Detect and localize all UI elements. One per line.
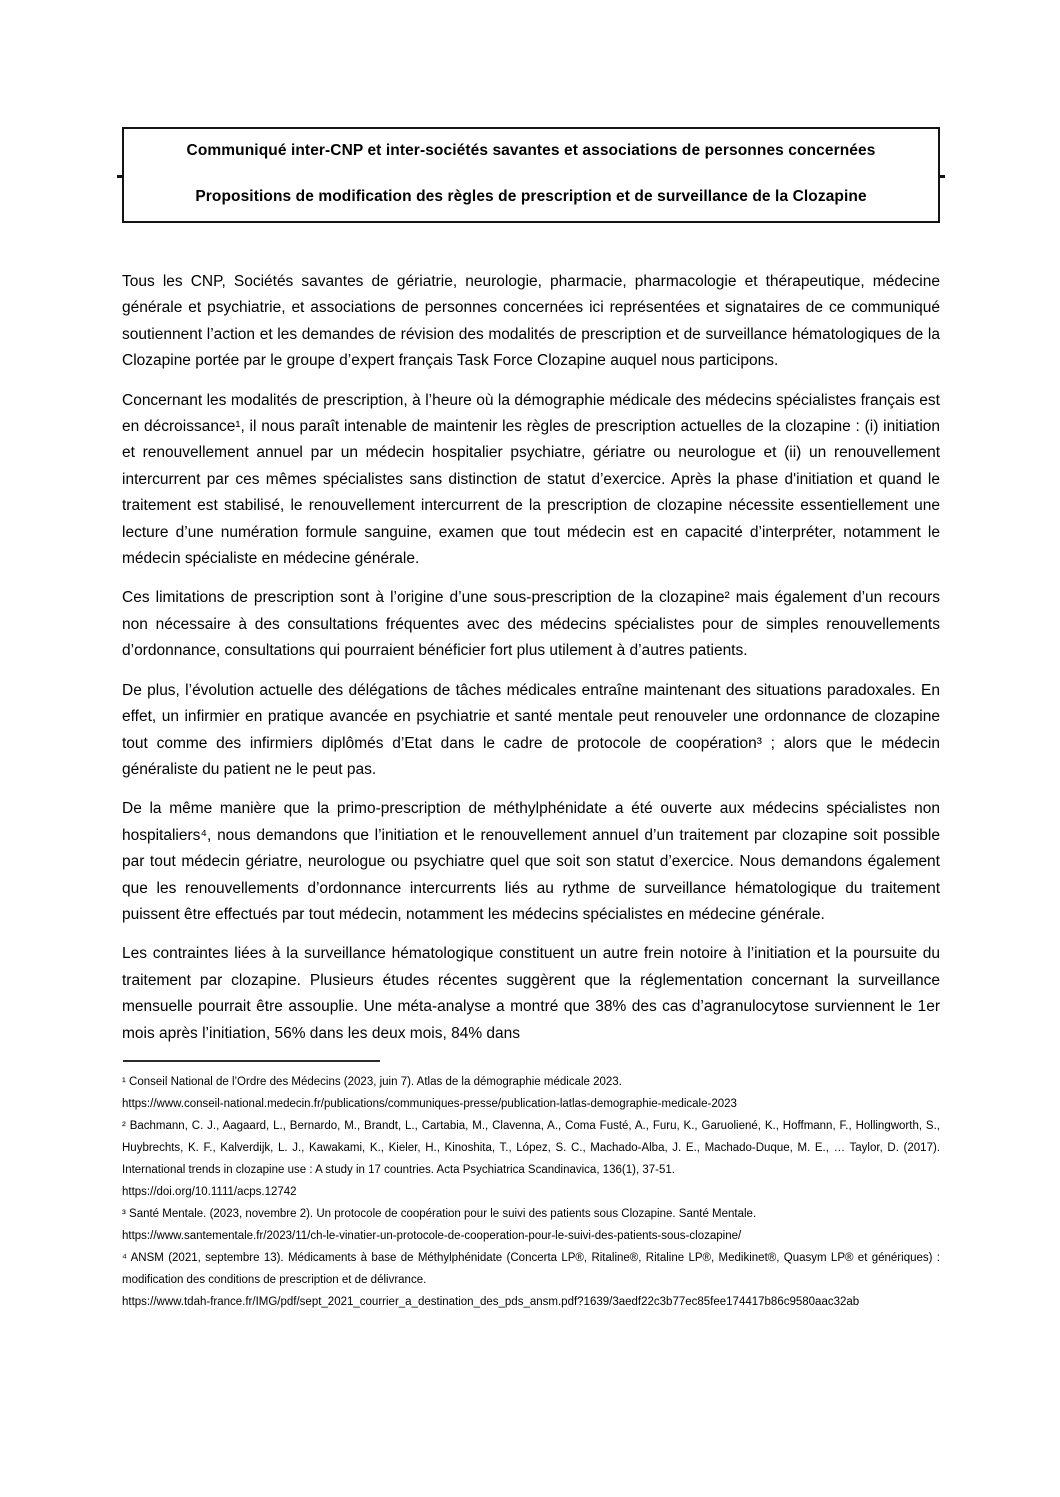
footnote-text: ² Bachmann, C. J., Aagaard, L., Bernardo, M., Brandt, L., Cartabia, M., Clavenna, A., Coma Fusté, A., Furu, K., Garuoliené, K., Hoffmann, F., Hollingworth, S., Huybrechts, K. F., Kalverdijk, L. J., Kawakami, K., Kieler, H., Kinoshita, T., López, S. C., Machado-Alba, J. E., Machado-Duque, M. E., … Taylor, D. (2017). International trends in clozapine use : A study in 17 countries. Acta Psychiatrica Scandinavica, 136(1), 37-51. (122, 1119, 940, 1176)
footnote-url[interactable]: https://www.conseil-national.medecin.fr/publications/communiques-presse/publication-latlas-demographie-medicale-2023 (122, 1097, 737, 1110)
body-paragraph-4: De plus, l’évolution actuelle des délégations de tâches médicales entraîne maintenant des situations paradoxales. En effet, un infirmier en pratique avancée en psychiatrie et santé mentale peut renouveler une ordonnance de clozapine tout comme des infirmiers diplômés d’Etat dans le cadre de protocole de coopération³ ; alors que le médecin généraliste du patient ne le peut pas. (122, 681, 940, 778)
footnote-url[interactable]: https://www.tdah-france.fr/IMG/pdf/sept_2021_courrier_a_destination_des_pds_ansm.pdf?1639/3aedf22c3b77ec85fee174417b86c9580aac32ab (122, 1295, 860, 1308)
footnote-item-4 (122, 1247, 940, 1313)
footnote-separator (123, 1060, 380, 1062)
footnote-url[interactable]: https://doi.org/10.1111/acps.12742 (122, 1185, 297, 1198)
body-paragraph-1: Tous les CNP, Sociétés savantes de gériatrie, neurologie, pharmacie, pharmacologie et thérapeutique, médecine générale et psychiatrie, et associations de personnes concernées ici représentées et signataires de ce communiqué soutiennent l’action et les demandes de révision des modalités de prescription et de surveillance hématologiques de la Clozapine portée par le groupe d’expert français Task Force Clozapine auquel nous participons. (122, 273, 940, 370)
footnote-item-1 (122, 1071, 940, 1115)
footnote-url[interactable]: https://www.santementale.fr/2023/11/ch-le-vinatier-un-protocole-de-cooperation-pour-le-suivi-des-patients-sous-clozapine/ (122, 1229, 742, 1242)
title-box (122, 127, 940, 223)
document-title-line-2: Propositions de modification des règles de prescription et de surveillance de la Clozapine (195, 188, 867, 205)
body-paragraph-3: Ces limitations de prescription sont à l’origine d’une sous-prescription de la clozapine² mais également d’un recours non nécessaire à des consultations fréquentes avec des médecins spécialistes pour de simples renouvellements d’ordonnance, consultations qui pourraient bénéficier fort plus utilement à d’autres patients. (122, 589, 940, 660)
body-paragraph-6: Les contraintes liées à la surveillance hématologique constituent un autre frein notoire à l’initiation et la poursuite du traitement par clozapine. Plusieurs études récentes suggèrent que la réglementation concernant la surveillance mensuelle pourrait être assouplie. Une méta-analyse a montré que 38% des cas d’agranulocytose surviennent le 1er mois après l’initiation, 56% dans les deux mois, 84% dans (122, 945, 940, 1042)
footnote-text: ³ Santé Mentale. (2023, novembre 2). Un protocole de coopération pour le suivi des patients sous Clozapine. Santé Mentale. (122, 1207, 757, 1220)
footnote-item-3 (122, 1203, 940, 1247)
document-title-line-1: Communiqué inter-CNP et inter-sociétés savantes et associations de personnes concernées (186, 142, 876, 159)
body-paragraph-2: Concernant les modalités de prescription, à l’heure où la démographie médicale des médecins spécialistes français est en décroissance¹, il nous paraît intenable de maintenir les règles de prescription actuelles de la clozapine : (i) initiation et renouvellement annuel par un médecin hospitalier psychiatre, gériatre ou neurologue et (ii) un renouvellement intercurrent par ces mêmes spécialistes sans distinction de statut d’exercice. Après la phase d'initiation et quand le traitement est stabilisé, le renouvellement intercurrent de la prescription de clozapine nécessite essentiellement une lecture d’une numération formule sanguine, examen que tout médecin est en capacité d’interpréter, notamment le médecin spécialiste en médecine générale. (122, 391, 940, 568)
body-paragraph-5: De la même manière que la primo-prescription de méthylphénidate a été ouverte aux médecins spécialistes non hospitaliers⁴, nous demandons que l’initiation et le renouvellement annuel d’un traitement par clozapine soit possible par tout médecin gériatre, neurologue ou psychiatre quel que soit son statut d’exercice. Nous demandons également que les renouvellements d’ordonnance intercurrents liés au rythme de surveillance hématologique du traitement puissent être effectués par tout médecin, notamment les médecins spécialistes en médecine générale. (122, 800, 940, 923)
footnote-item-2 (122, 1115, 940, 1203)
document-body (122, 269, 940, 1047)
footnote-text: ⁴ ANSM (2021, septembre 13). Médicaments à base de Méthylphénidate (Concerta LP®, Ritaline®, Ritaline LP®, Medikinet®, Quasym LP® et génériques) : modification des conditions de prescription et de délivrance. (122, 1251, 940, 1286)
footnotes-section (122, 1060, 940, 1313)
footnote-text: ¹ Conseil National de l’Ordre des Médecins (2023, juin 7). Atlas de la démographie médicale 2023. (122, 1075, 622, 1088)
